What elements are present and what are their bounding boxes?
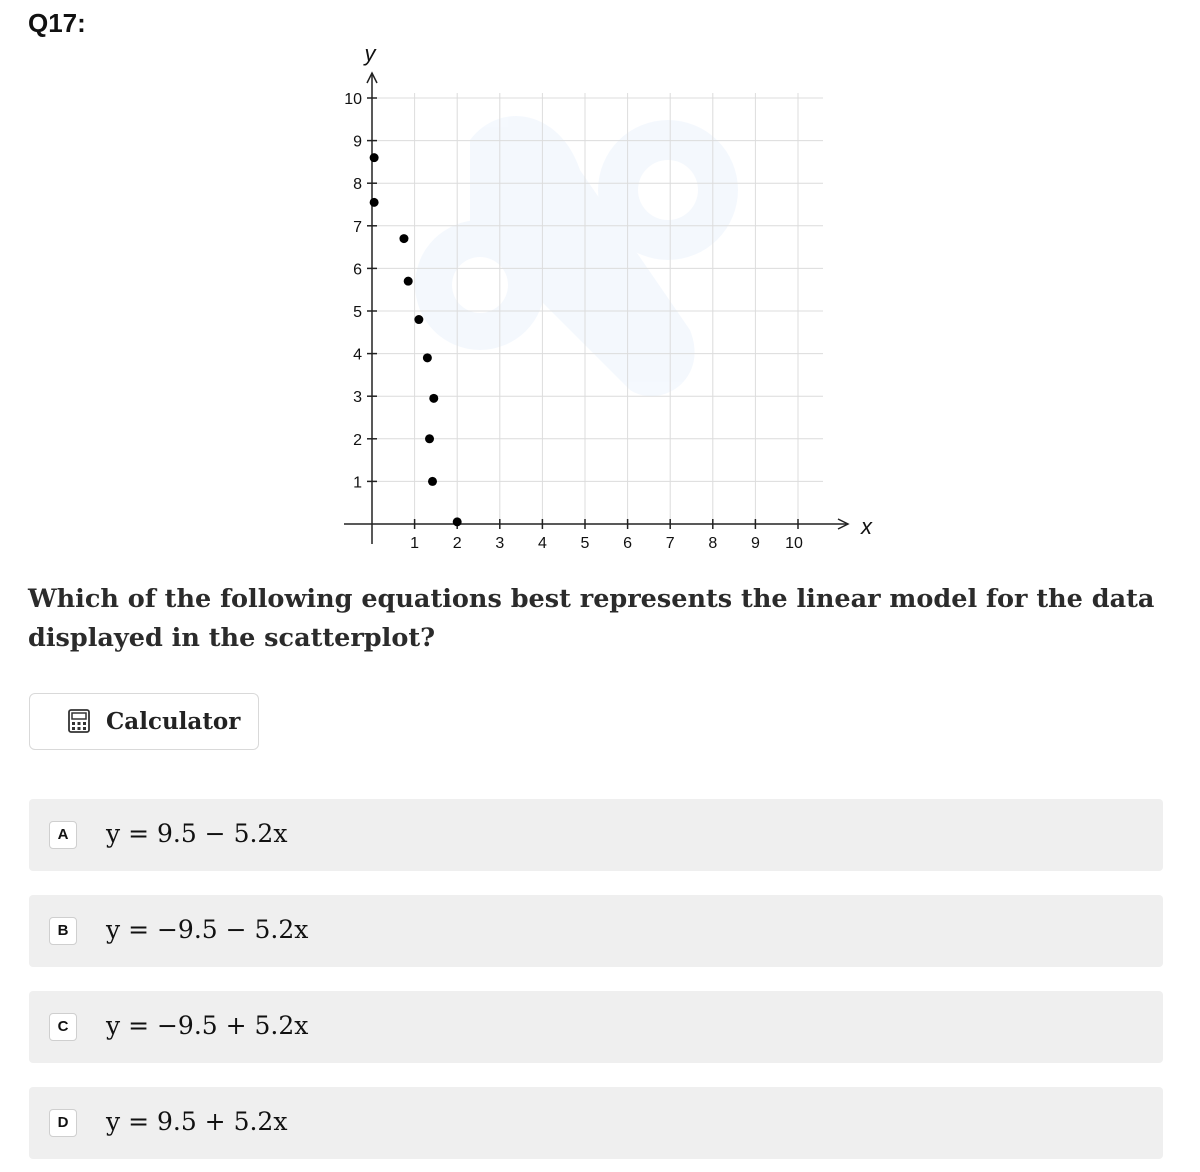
watermark-logo-icon [415, 116, 738, 396]
calculator-icon [68, 709, 90, 733]
y-tick-label-8: 8 [353, 176, 362, 194]
y-tick-label-5: 5 [353, 304, 362, 321]
x-tick-label-10: 10 [785, 535, 803, 552]
x-tick-label-2: 2 [452, 535, 462, 552]
option-d[interactable] [29, 1087, 1163, 1159]
data-point-4 [404, 277, 413, 286]
y-tick-label-3: 3 [353, 389, 362, 407]
y-tick-label-9: 9 [353, 133, 362, 151]
calculator-label: Calculator [106, 708, 241, 735]
y-tick-label-10: 10 [344, 91, 362, 108]
option-c-equation: y = −9.5 + 5.2x [106, 1011, 309, 1040]
scatterplot-chart [0, 0, 1200, 570]
x-tick-label-6: 6 [623, 535, 633, 552]
y-tick-label-7: 7 [353, 218, 362, 236]
x-tick-label-1: 1 [410, 535, 420, 552]
option-d-letter: D [49, 1109, 77, 1137]
y-tick-label-6: 6 [353, 261, 362, 279]
data-point-1 [370, 153, 379, 162]
data-point-9 [428, 477, 437, 486]
option-b[interactable] [29, 895, 1163, 967]
y-axis-label: y [364, 41, 376, 66]
y-tick-label-1: 1 [353, 474, 362, 492]
data-point-10 [453, 517, 462, 526]
x-tick-label-8: 8 [708, 535, 718, 552]
option-a[interactable] [29, 799, 1163, 871]
y-tick-label-4: 4 [353, 346, 362, 364]
x-tick-label-7: 7 [665, 535, 675, 552]
option-d-equation: y = 9.5 + 5.2x [106, 1107, 288, 1136]
x-tick-label-9: 9 [750, 535, 760, 552]
x-tick-label-3: 3 [495, 535, 505, 552]
data-point-5 [414, 315, 423, 324]
question-text: Which of the following equations best represents the linear model for the data displayed in the scatterplot? [28, 584, 1155, 653]
option-b-letter: B [49, 917, 77, 945]
option-c[interactable] [29, 991, 1163, 1063]
x-axis-label: x [861, 514, 872, 539]
x-tick-label-5: 5 [580, 535, 590, 552]
data-point-3 [399, 234, 408, 243]
option-c-letter: C [49, 1013, 77, 1041]
data-point-6 [423, 353, 432, 362]
question-number: Q17: [28, 8, 86, 38]
calculator-button[interactable] [29, 693, 259, 750]
option-b-equation: y = −9.5 − 5.2x [106, 915, 309, 944]
data-point-2 [370, 198, 379, 207]
y-tick-label-2: 2 [353, 431, 362, 449]
x-tick-label-4: 4 [537, 535, 547, 552]
option-a-equation: y = 9.5 − 5.2x [106, 819, 288, 848]
option-a-letter: A [49, 821, 77, 849]
data-point-8 [425, 434, 434, 443]
data-point-7 [429, 394, 438, 403]
